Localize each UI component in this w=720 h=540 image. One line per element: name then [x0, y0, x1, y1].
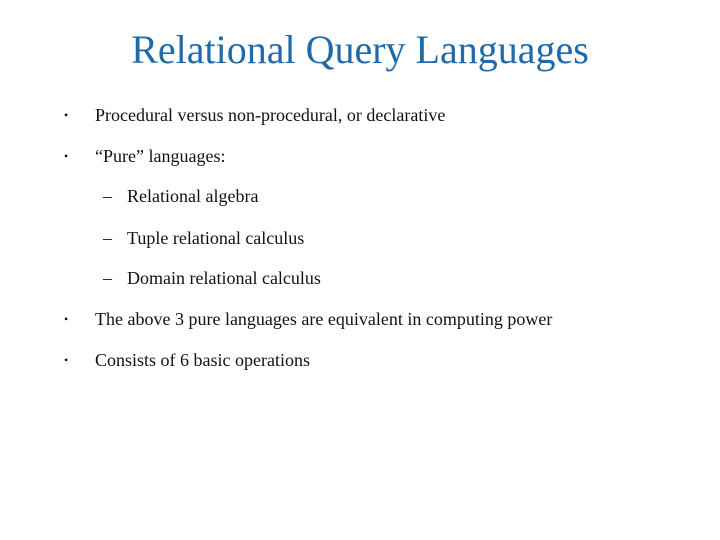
sub-bullet-marker: – — [103, 186, 112, 206]
bullet-marker: • — [64, 149, 69, 163]
slide-title: Relational Query Languages — [131, 27, 589, 72]
sub-bullet-relational-algebra: Relational algebra — [127, 186, 259, 206]
bullet-text-basic-operations: Consists of 6 basic operations — [95, 350, 310, 370]
bullet-marker: • — [64, 312, 69, 326]
sub-bullet-tuple-calculus: Tuple relational calculus — [127, 228, 305, 248]
bullet-marker: • — [64, 353, 69, 367]
bullet-text-equivalent-power: The above 3 pure languages are equivalent in computing power — [95, 309, 553, 329]
bullet-text-procedural: Procedural versus non-procedural, or declarative — [95, 105, 446, 125]
sub-bullet-domain-calculus: Domain relational calculus — [127, 268, 321, 288]
bullet-text-pure-languages: “Pure” languages: — [95, 146, 226, 166]
bullet-marker: • — [64, 108, 69, 122]
sub-bullet-marker: – — [103, 268, 112, 288]
sub-bullet-marker: – — [103, 228, 112, 248]
